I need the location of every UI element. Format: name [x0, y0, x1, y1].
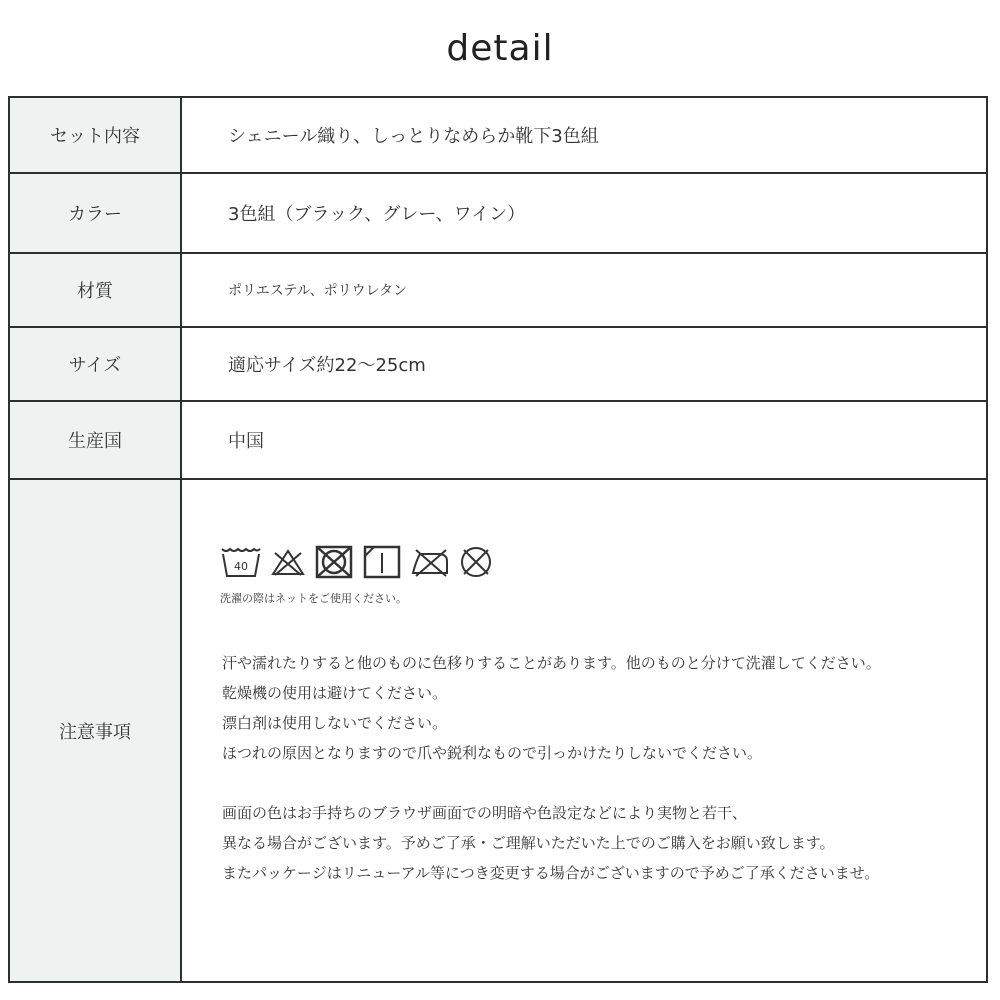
row-label: カラー [9, 173, 181, 253]
table-row [9, 173, 987, 253]
care-notes [222, 648, 881, 888]
row-label: 注意事項 [9, 479, 181, 982]
table-row [9, 401, 987, 479]
disclaimer-line: またパッケージはリニューアル等につき変更する場合がございますので予めご了承くださいませ。 [222, 864, 880, 882]
note-line: 乾燥機の使用は避けてください。 [222, 684, 448, 702]
spacer [222, 768, 881, 798]
row-label: 材質 [9, 253, 181, 327]
row-value: 適応サイズ約22～25cm [181, 327, 987, 401]
row-label: セット内容 [9, 97, 181, 173]
wash-note: 洗濯の際はネットをご使用ください。 [220, 592, 407, 605]
no-tumble-dry-icon [314, 544, 354, 580]
table-row [9, 97, 987, 173]
no-bleach-icon [270, 547, 306, 577]
table-row [9, 479, 987, 982]
note-line: ほつれの原因となりますので爪や鋭利なもので引っかけたりしないでください。 [222, 744, 763, 762]
care-icons [220, 544, 494, 580]
note-line: 漂白剤は使用しないでください。 [222, 714, 448, 732]
wash-40-icon [220, 545, 262, 579]
table-row [9, 253, 987, 327]
row-value: 3色組（ブラック、グレー、ワイン） [181, 173, 987, 253]
disclaimer-line: 異なる場合がございます。予めご了承・ご理解いただいた上でのご購入をお願い致します。 [222, 834, 835, 852]
table-row [9, 327, 987, 401]
care-cell [181, 479, 987, 982]
row-value: シェニール織り、しっとりなめらか靴下3色組 [181, 97, 987, 173]
spec-table [8, 96, 988, 983]
page-title: detail [446, 28, 554, 69]
row-label: サイズ [9, 327, 181, 401]
wash-temp-text: 40 [234, 560, 248, 573]
note-line: 汗や濡れたりすると他のものに色移りすることがあります。他のものと分けて洗濯してください。 [222, 654, 881, 672]
drip-dry-shade-icon [362, 544, 402, 580]
row-value: 中国 [181, 401, 987, 479]
row-label: 生産国 [9, 401, 181, 479]
row-value: ポリエステル、ポリウレタン [181, 253, 987, 327]
no-dry-clean-icon [458, 544, 494, 580]
iron-not-allowed-icon [410, 545, 450, 579]
disclaimer-line: 画面の色はお手持ちのブラウザ画面での明暗や色設定などにより実物と若干、 [222, 804, 748, 822]
